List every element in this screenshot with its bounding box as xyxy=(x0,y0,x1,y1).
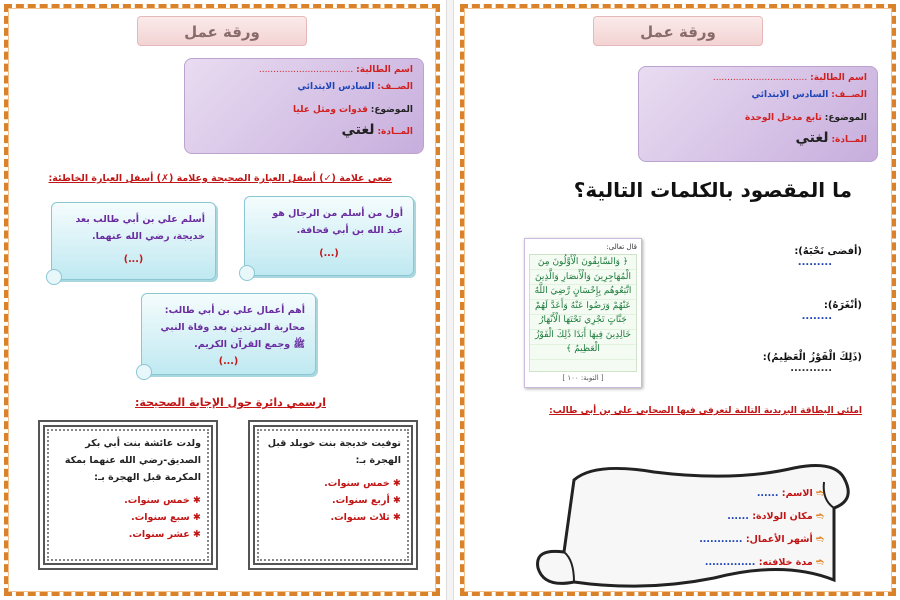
mcq-box xyxy=(248,420,418,570)
subject-value: لغتي xyxy=(341,122,375,138)
field-dots[interactable]: .............. xyxy=(704,557,756,568)
topic-value: قدوات ومثل عليا xyxy=(293,105,368,115)
mcq-option[interactable]: ✱ خمس سنوات. xyxy=(55,492,201,509)
vocab-word: (أنْغَرَهُ): xyxy=(823,300,862,311)
subject-value: لغتي xyxy=(795,130,829,146)
student-dots: ................................. xyxy=(258,65,354,75)
answer-blank[interactable]: (...) xyxy=(218,356,239,367)
mcq-option[interactable]: ✱ ثلاث سنوات. xyxy=(265,509,401,526)
class-value: السادس الابتدائي xyxy=(297,82,375,92)
quran-verse-card xyxy=(524,238,642,388)
class-label: الصــف: xyxy=(831,90,867,100)
pointer-icon: ➬ xyxy=(816,511,824,522)
instruction-circle-answer: ارسمي دائرة حول الإجابة الصحيحة: xyxy=(135,396,326,409)
mcq-option[interactable]: ✱ سبع سنوات. xyxy=(55,509,201,526)
statement-card xyxy=(51,202,216,280)
statement-text: أول من أسلم من الرجال هو عبد الله بن أبي قحافة. xyxy=(272,208,403,236)
worksheet-page-left xyxy=(4,4,440,596)
postcard-field xyxy=(699,505,824,528)
instruction-postcard: املئي البطاقة البريدية التالية لتعرفي فيها الصحابي علي بن أبي طالب: xyxy=(549,406,862,416)
statement-text: أسلم علي بن أبي طالب بعد خديجة، رضي الله عنهما. xyxy=(75,214,205,242)
statement-card xyxy=(244,196,414,276)
field-dots[interactable]: ...... xyxy=(756,488,779,499)
worksheet-page-right xyxy=(460,4,896,596)
vocab-answer[interactable]: ........ xyxy=(801,311,832,322)
postcard-fields xyxy=(699,482,824,574)
mcq-option[interactable]: ✱ أربع سنوات. xyxy=(265,492,401,509)
postcard-field xyxy=(699,528,824,551)
student-label: اسم الطالبة: xyxy=(356,65,413,75)
student-info-box xyxy=(638,66,878,162)
mcq-box xyxy=(38,420,218,570)
answer-blank[interactable]: (...) xyxy=(123,254,144,265)
vocab-item xyxy=(763,352,862,374)
page-title: ورقة عمل xyxy=(137,16,307,46)
main-question: ما المقصود بالكلمات التالية؟ xyxy=(573,178,852,202)
answer-blank[interactable]: (...) xyxy=(319,248,339,259)
field-label: مدة خلافته: xyxy=(758,557,813,568)
vocab-word: (أفضى نَحْبَهُ): xyxy=(794,246,862,257)
statement-text: أهم أعمال علي بن أبي طالب: محاربة المرتدين بعد وفاة النبي ﷺ وجمع القرآن الكريم. xyxy=(160,305,305,350)
class-label: الصــف: xyxy=(377,82,413,92)
verse-header: قال تعالى: xyxy=(606,243,637,251)
field-label: مكان الولادة: xyxy=(752,511,813,522)
student-dots: ................................. xyxy=(712,73,808,83)
vocab-word: (ذَلِكَ الْفَوْزُ الْعَظِيمُ): xyxy=(762,352,862,363)
topic-value: تابع مدخل الوحدة xyxy=(744,113,822,123)
vocab-answer[interactable]: ......... xyxy=(797,257,832,268)
mcq-option[interactable]: ✱ خمس سنوات. xyxy=(265,475,401,492)
topic-label: الموضوع: xyxy=(370,105,413,115)
field-label: الاسم: xyxy=(781,488,813,499)
class-value: السادس الابتدائي xyxy=(751,90,829,100)
verse-text: ﴿ وَالسَّابِقُونَ الْأَوَّلُونَ مِنَ الْمُهَاجِرِينَ وَالْأَنصَارِ وَالَّذِينَ اتَّبَعُوهُم بِإِحْسَانٍ رَّضِيَ اللَّهُ عَنْهُمْ وَرَضُوا عَنْهُ وَأَعَدَّ لَهُمْ جَنَّاتٍ تَجْرِي تَحْتَهَا الْأَنْهَارُ خَالِدِينَ فِيهَا أَبَدًا ذَٰلِكَ الْفَوْزُ الْعَظِيمُ ﴾ xyxy=(529,254,637,372)
subject-label: المــادة: xyxy=(377,127,413,137)
field-label: أشهر الأعمال: xyxy=(745,534,813,545)
instruction-true-false: ضعي علامة (✓) أسفل العبارة الصحيحة وعلامة (✗) أسفل العبارة الخاطئة: xyxy=(48,173,392,184)
field-dots[interactable]: ............ xyxy=(699,534,743,545)
pointer-icon: ➬ xyxy=(816,488,824,499)
postcard-scroll xyxy=(534,460,864,595)
vocab-item xyxy=(794,246,862,268)
page-divider xyxy=(446,0,454,600)
vocab-item xyxy=(802,300,862,322)
mcq-question: توفيت خديجة بنت خويلد قبل الهجرة بـ: xyxy=(267,438,401,466)
page-title: ورقة عمل xyxy=(593,16,763,46)
pointer-icon: ➬ xyxy=(816,534,824,545)
topic-label: الموضوع: xyxy=(824,113,867,123)
field-dots[interactable]: ...... xyxy=(727,511,749,522)
statement-card xyxy=(141,293,316,375)
pointer-icon: ➬ xyxy=(816,557,824,568)
postcard-field xyxy=(699,551,824,574)
student-label: اسم الطالبة: xyxy=(810,73,867,83)
mcq-option[interactable]: ✱ عشر سنوات. xyxy=(55,526,201,543)
vocab-answer[interactable]: ........... xyxy=(790,363,832,374)
mcq-question: ولدت عائشة بنت أبي بكر الصديق-رضي الله عنهما بمكة المكرمة قبل الهجرة بـ: xyxy=(64,438,201,483)
student-info-box xyxy=(184,58,424,154)
subject-label: المــادة: xyxy=(831,135,867,145)
verse-reference: [ التوبة: ١٠٠ ] xyxy=(562,374,604,382)
postcard-field xyxy=(699,482,824,505)
